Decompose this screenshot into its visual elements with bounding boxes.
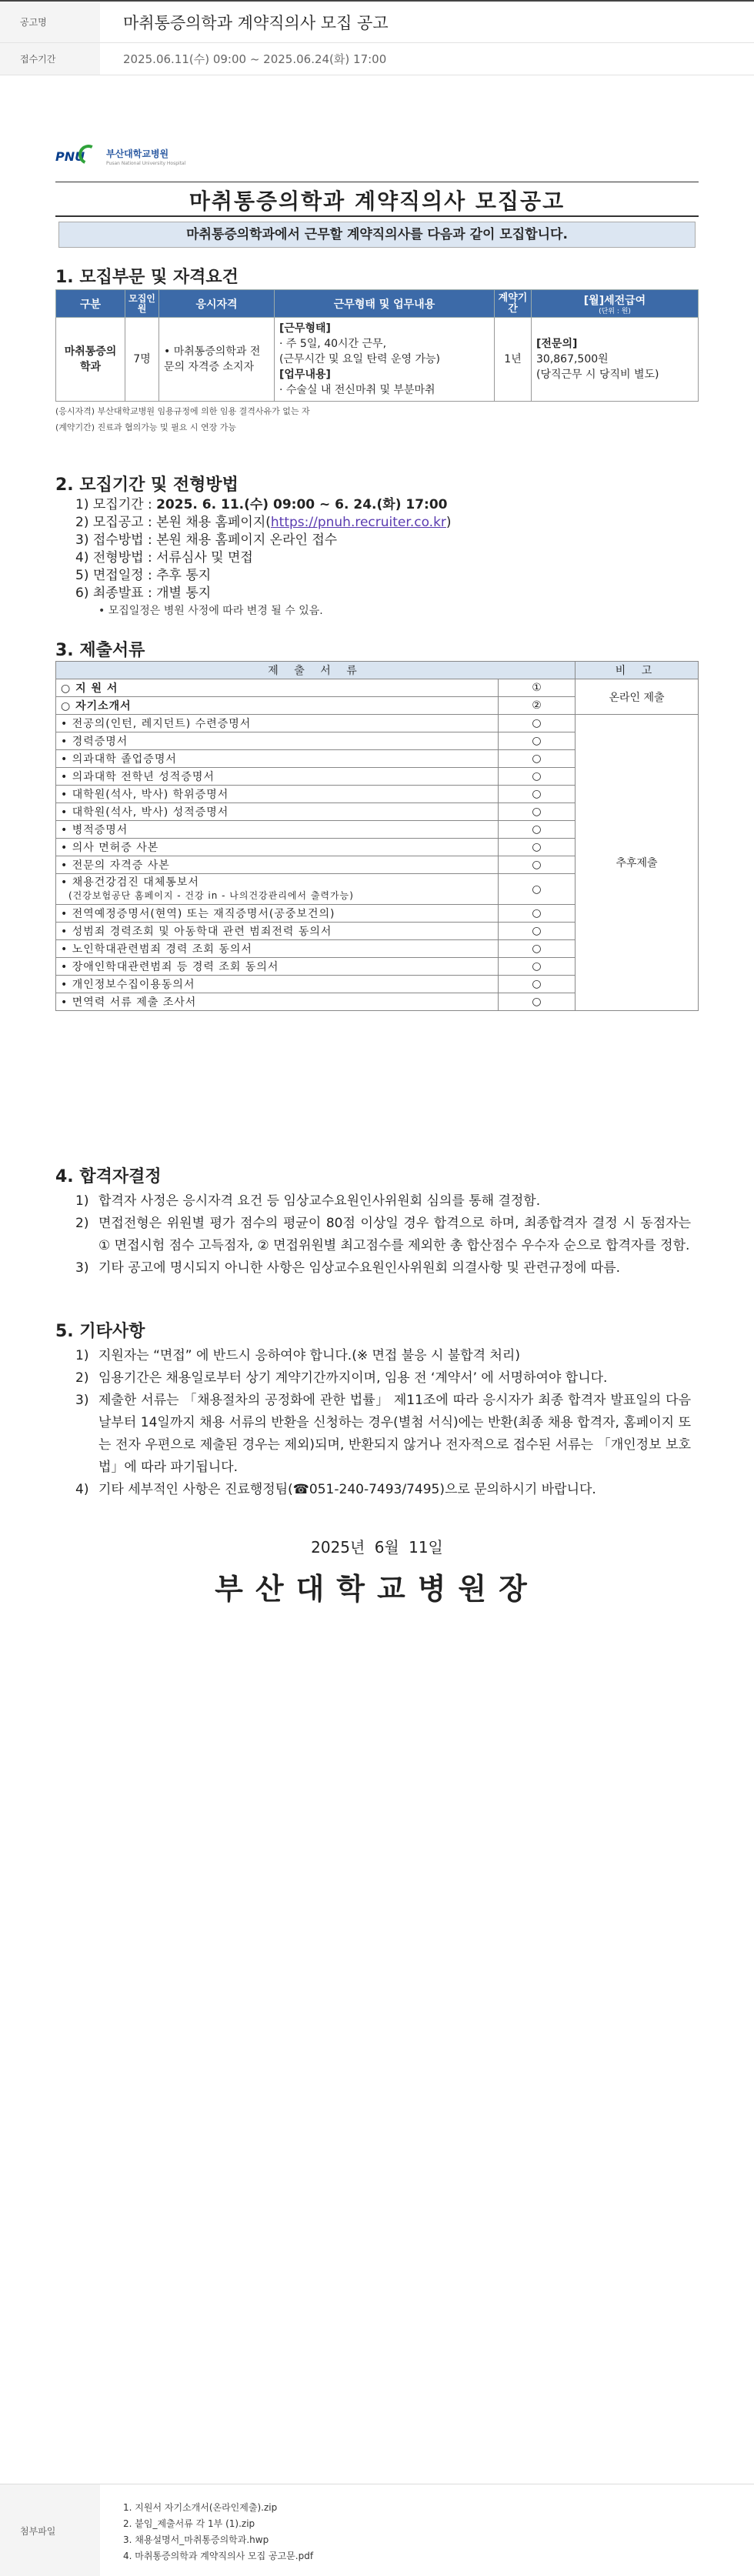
section2-heading: 2. 모집기간 및 전형방법	[55, 475, 239, 495]
header-note: 비 고	[576, 662, 699, 679]
section5-heading: 5. 기타사항	[55, 1322, 145, 1341]
document-name: • 전문의 자격증 사본	[56, 856, 499, 874]
attachments-row	[0, 2484, 754, 2576]
cell-work: [근무형태] · 주 5일, 40시간 근무, (근무시간 및 요일 탄력 운영 가능) [업무내용] · 수술실 내 전신마취 및 부분마취	[275, 318, 495, 402]
document-mark: ○	[499, 905, 576, 923]
documents-table	[55, 661, 699, 1011]
list-item: 3) 제출한 서류는 「채용절차의 공정화에 관한 법률」 제11조에 따라 응시자가 최종 합격자 발표일의 다음날부터 14일까지 채용 서류의 반환을 신청하는 경우(별첨 서식)에는 반환(최종 채용 합격자, 홈페이지 또는 전자 우편으로 제출된 경우는 제외)되며, 반환되지 않거나 전자적으로 접수된 서류는 「개인정보 보호법」에 따라 파기됩니다.	[75, 1393, 691, 1475]
document-mark: ○	[499, 715, 576, 732]
header-dept: 구분	[56, 290, 125, 318]
cell-count: 7명	[125, 318, 159, 402]
document-mark: ○	[499, 976, 576, 993]
document-mark: ○	[499, 940, 576, 958]
attachment-link[interactable]: 4. 마취통증의학과 계약직의사 모집 공고문.pdf	[123, 2551, 314, 2561]
etc-list	[75, 1345, 691, 1501]
list-item: 3) 기타 공고에 명시되지 아니한 사항은 임상교수요원인사위원회 의결사항 및 관련규정에 따름.	[75, 1260, 621, 1276]
document-name: • 노인학대관련범죄 경력 조회 동의서	[56, 940, 499, 958]
header-documents: 제 출 서 류	[56, 662, 576, 679]
cell-salary: [전문의] 30,867,500원 (당직근무 시 당직비 별도)	[532, 318, 699, 402]
notice-title-label: 공고명	[0, 2, 100, 42]
attachment-link[interactable]: 1. 지원서 자기소개서(온라인제출).zip	[123, 2502, 278, 2513]
header-salary: [월]세전급여 (단위 : 원)	[532, 290, 699, 318]
schedule-list	[75, 496, 452, 620]
list-item: 2) 면접전형은 위원별 평가 점수의 평균이 80점 이상일 경우 합격으로 하며, 최종합격자 결정 시 동점자는 ① 면접시험 점수 고득점자, ② 면접위원별 최고점수를 제외한 총 합산점수 우수자 순으로 합격자를 정함.	[75, 1216, 691, 1253]
header-period: 계약기간	[495, 290, 532, 318]
note-online: 온라인 제출	[576, 679, 699, 715]
logo-hospital-name: 부산대학교병원	[106, 148, 169, 159]
section3-heading: 3. 제출서류	[55, 641, 145, 660]
notice-period-value: 2025.06.11(수) 09:00 ~ 2025.06.24(화) 17:00	[123, 52, 387, 66]
table-row	[56, 715, 699, 732]
notice-title-row	[0, 0, 754, 43]
signature: 부산대학교병원장	[215, 1572, 539, 1606]
document-name: • 전공의(인턴, 레지던트) 수련증명서	[56, 715, 499, 732]
document-name: • 면역력 서류 제출 조사서	[56, 993, 499, 1011]
pnu-logo-icon: PNU	[55, 145, 102, 168]
document-mark: ○	[499, 732, 576, 750]
notice-date: 2025년 6월 11일	[311, 1538, 443, 1557]
document-name: • 채용건강검진 대체통보서 (건강보험공단 홈페이지 - 건강 in - 나의건강관리에서 출력가능)	[56, 874, 499, 905]
document-mark: ○	[499, 856, 576, 874]
list-item: 1) 지원자는 “면접” 에 반드시 응하여야 합니다.(※ 면접 불응 시 불합격 처리)	[75, 1348, 520, 1363]
attachment-link[interactable]: 3. 채용설명서_마취통증의학과.hwp	[123, 2534, 269, 2545]
cell-dept: 마취통증의학과	[56, 318, 125, 402]
document-name: ○ 자기소개서	[56, 697, 499, 715]
cell-period: 1년	[495, 318, 532, 402]
note-later: 추후제출	[576, 715, 699, 1011]
document-name: • 의과대학 졸업증명서	[56, 750, 499, 768]
header-work: 근무형태 및 업무내용	[275, 290, 495, 318]
document-title: 마취통증의학과 계약직의사 모집공고	[188, 189, 566, 214]
document-mark: ○	[499, 923, 576, 940]
list-item: 1) 합격자 사정은 응시자격 요건 등 임상교수요원인사위원회 심의를 통해 결정함.	[75, 1193, 541, 1209]
document-name: • 의사 면허증 사본	[56, 839, 499, 856]
recruitment-table	[55, 289, 699, 402]
document-name: • 병적증명서	[56, 821, 499, 839]
hospital-logo	[55, 145, 749, 168]
list-item: 4) 기타 세부적인 사항은 진료행정팀(☎051-240-7493/7495)으로 문의하시기 바랍니다.	[75, 1482, 596, 1497]
list-item: 2) 모집공고 : 본원 채용 홈페이지(https://pnuh.recruiter.co.kr)	[75, 515, 452, 530]
document-name: • 대학원(석사, 박사) 학위증명서	[56, 786, 499, 803]
list-item: 4) 전형방법 : 서류심사 및 면접	[75, 550, 253, 566]
document-mark: ○	[499, 803, 576, 821]
note-contract-period: (계약기간) 진료과 협의가능 및 필요 시 연장 가능	[55, 422, 236, 432]
document-mark: ○	[499, 874, 576, 905]
document-mark: ①	[499, 679, 576, 697]
header-qual: 응시자격	[159, 290, 275, 318]
table-row	[56, 318, 699, 402]
attachment-link[interactable]: 2. 붙임_제출서류 각 1부 (1).zip	[123, 2518, 255, 2529]
note-qualification: (응시자격) 부산대학교병원 임용규정에 의한 임용 결격사유가 없는 자	[55, 406, 310, 416]
notice-period-label: 접수기간	[0, 43, 100, 75]
document-name: • 성범죄 경력조회 및 아동학대 관련 범죄전력 동의서	[56, 923, 499, 940]
recruit-site-link[interactable]: https://pnuh.recruiter.co.kr	[270, 515, 446, 530]
document-name: • 장애인학대관련범죄 등 경력 조회 동의서	[56, 958, 499, 976]
document-name: • 의과대학 전학년 성적증명서	[56, 768, 499, 786]
document-name: ○ 지 원 서	[56, 679, 499, 697]
document-name: • 개인정보수집이용동의서	[56, 976, 499, 993]
document-mark: ○	[499, 750, 576, 768]
document-mark: ○	[499, 993, 576, 1011]
schedule-note: • 모집일정은 병원 사정에 따라 변경 될 수 있음.	[98, 605, 323, 617]
notice-period-row	[0, 43, 754, 75]
document-mark: ②	[499, 697, 576, 715]
salary-unit: (단위 : 원)	[599, 307, 631, 315]
logo-hospital-sub: Pusan National University Hospital	[106, 160, 186, 166]
attachments-label: 첨부파일	[0, 2484, 100, 2576]
list-item: 6) 최종발표 : 개별 통지	[75, 586, 212, 601]
document-mark: ○	[499, 768, 576, 786]
document-mark: ○	[499, 958, 576, 976]
list-item: 5) 면접일정 : 추후 통지	[75, 568, 212, 583]
document-mark: ○	[499, 786, 576, 803]
list-item: 2) 임용기간은 채용일로부터 상기 계약기간까지이며, 임용 전 ‘계약서’ 에 서명하여야 합니다.	[75, 1370, 608, 1386]
section1-heading: 1. 모집부문 및 자격요건	[55, 268, 239, 287]
table-row	[56, 679, 699, 697]
document-name: • 전역예정증명서(현역) 또는 재직증명서(공중보건의)	[56, 905, 499, 923]
document-subtitle: 마취통증의학과에서 근무할 계약직의사를 다음과 같이 모집합니다.	[58, 222, 696, 248]
document-mark: ○	[499, 821, 576, 839]
notice-title-value: 마취통증의학과 계약직의사 모집 공고	[123, 13, 389, 32]
cell-qual: • 마취통증의학과 전문의 자격증 소지자	[159, 318, 275, 402]
decision-list	[75, 1190, 691, 1280]
header-count: 모집인원	[125, 290, 159, 318]
section4-heading: 4. 합격자결정	[55, 1167, 162, 1186]
document-mark: ○	[499, 839, 576, 856]
list-item: 1) 모집기간 : 2025. 6. 11.(수) 09:00 ~ 6. 24.(화) 17:00	[75, 497, 448, 512]
attachment-list	[100, 2484, 313, 2576]
list-item: 3) 접수방법 : 본원 채용 홈페이지 온라인 접수	[75, 532, 338, 548]
document-name: • 대학원(석사, 박사) 성적증명서	[56, 803, 499, 821]
document-name: • 경력증명서	[56, 732, 499, 750]
